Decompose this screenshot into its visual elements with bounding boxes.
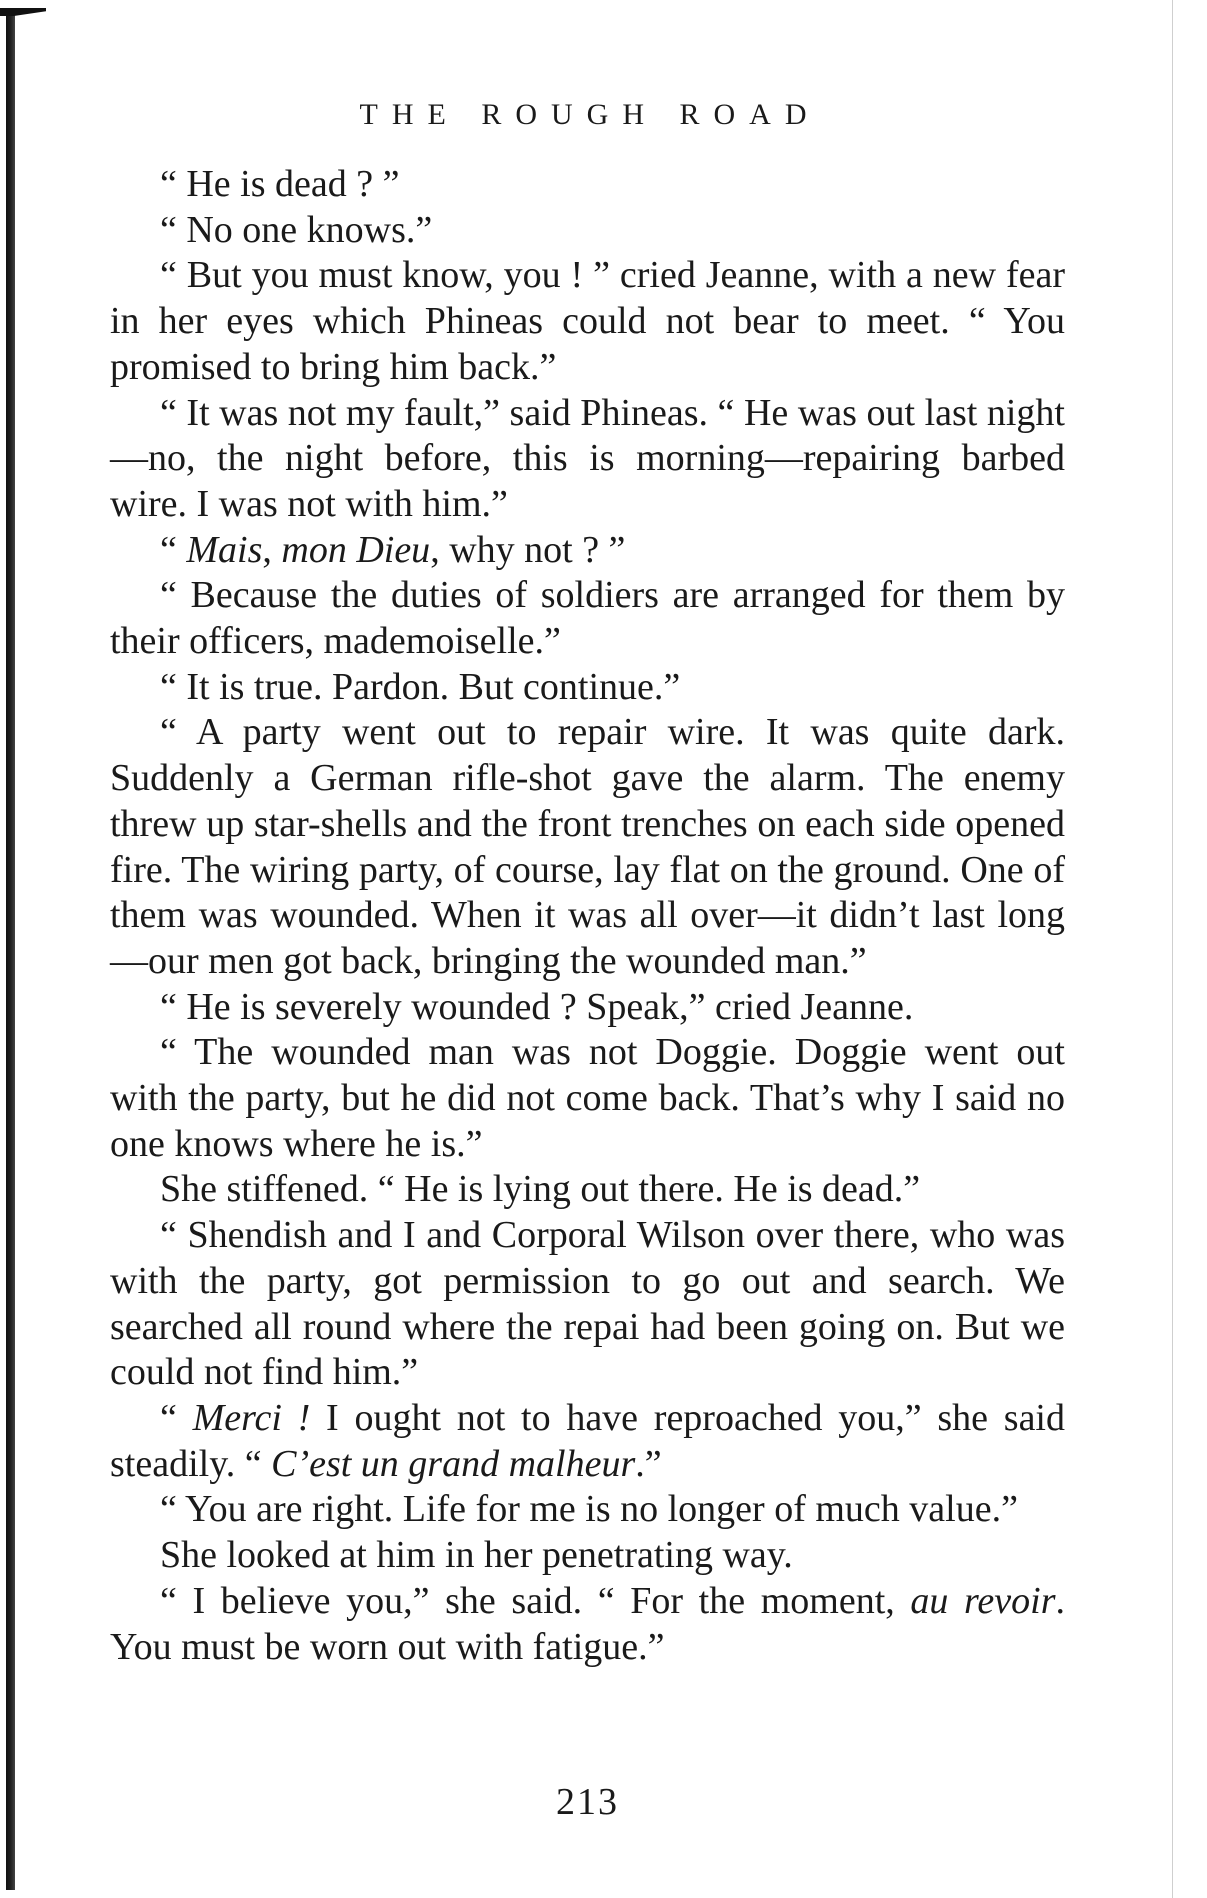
binding-cap <box>0 8 46 16</box>
text-run: She stiffened. “ He is lying out there. He is dead.” <box>160 1168 921 1211</box>
paragraph <box>110 1167 1065 1213</box>
page-edge-line <box>1172 0 1173 1898</box>
paragraph <box>110 710 1065 984</box>
text-run: “ He is dead ? ” <box>160 163 400 205</box>
running-header: THE ROUGH ROAD <box>359 98 821 131</box>
text-run: “ But you must know, you ! ” cried Jeanne, with a new fear in her eyes which Phineas could not bear to meet. “ You promised to bring him back.” <box>110 254 1065 388</box>
paragraph <box>110 573 1065 664</box>
text-run: “ I believe you,” she said. “ For the moment, <box>160 1579 911 1622</box>
text-run: “ He is severely wounded ? Speak,” cried Jeanne. <box>160 985 914 1028</box>
paragraph <box>110 1487 1065 1533</box>
text-run: “ The wounded man was not Doggie. Doggie went out with the party, but he did not come back. That’s why I said no one knows where he is.” <box>110 1031 1065 1165</box>
text-run: She looked at him in her penetrating way. <box>160 1534 793 1577</box>
text-run: , why not ? ” <box>430 528 626 571</box>
text-run: “ It was not my fault,” said Phineas. “ He was out last night—no, the night before, this is morning—repairing barbed wire. I was not with him.” <box>110 391 1065 525</box>
paragraph <box>110 1533 1065 1579</box>
paragraph <box>110 1030 1065 1167</box>
paragraph <box>110 253 1065 390</box>
text-run: “ No one knows.” <box>160 208 433 251</box>
italic-phrase: C’est un grand malheur <box>271 1442 636 1485</box>
italic-phrase: Mais <box>186 528 263 571</box>
text-run: “ A party went out to repair wire. It was quite dark. Suddenly a German rifle-shot gave the alarm. The enemy threw up star-shells and the front trenches on each side opened fire. The wiring party, of course, lay flat on the ground. One of them was wounded. When it was all over—it didn’t last long—our men got back, bringing the wounded man.” <box>110 711 1065 982</box>
paragraph <box>110 391 1065 528</box>
text-run: “ It is true. Pardon. But continue.” <box>160 665 681 708</box>
text-run: “ Shendish and I and Corporal Wilson over there, who was with the party, got permission to go out and search. We searched all round where the repai had been going on. But we could not find him.” <box>110 1214 1065 1394</box>
paragraph <box>110 1213 1065 1396</box>
paragraph <box>110 528 1065 574</box>
paragraph <box>110 1396 1065 1487</box>
text-run: I ought not to have reproached you,” she said steadily. “ <box>110 1396 1065 1485</box>
text-run: “ Because the duties of soldiers are arranged for them by their officers, mademoiselle.” <box>110 574 1065 663</box>
page-number: 213 <box>556 1781 619 1823</box>
paragraph <box>110 162 1065 208</box>
text-run: “ <box>160 1396 193 1439</box>
body-text <box>110 162 1065 1670</box>
text-run: . You must be worn out with fatigue.” <box>110 1579 1065 1668</box>
text-run: “ <box>160 528 187 571</box>
italic-phrase: au revoir <box>910 1579 1056 1622</box>
text-run: .” <box>635 1442 662 1485</box>
italic-phrase: Merci ! <box>192 1396 311 1439</box>
text-run: “ You are right. Life for me is no longer of much value.” <box>160 1488 1018 1531</box>
text-run: , <box>262 528 282 571</box>
italic-phrase: mon Dieu <box>281 528 431 571</box>
binding-edge <box>6 10 15 1890</box>
paragraph <box>110 208 1065 254</box>
paragraph <box>110 665 1065 711</box>
paragraph <box>110 1579 1065 1670</box>
paragraph <box>110 985 1065 1031</box>
